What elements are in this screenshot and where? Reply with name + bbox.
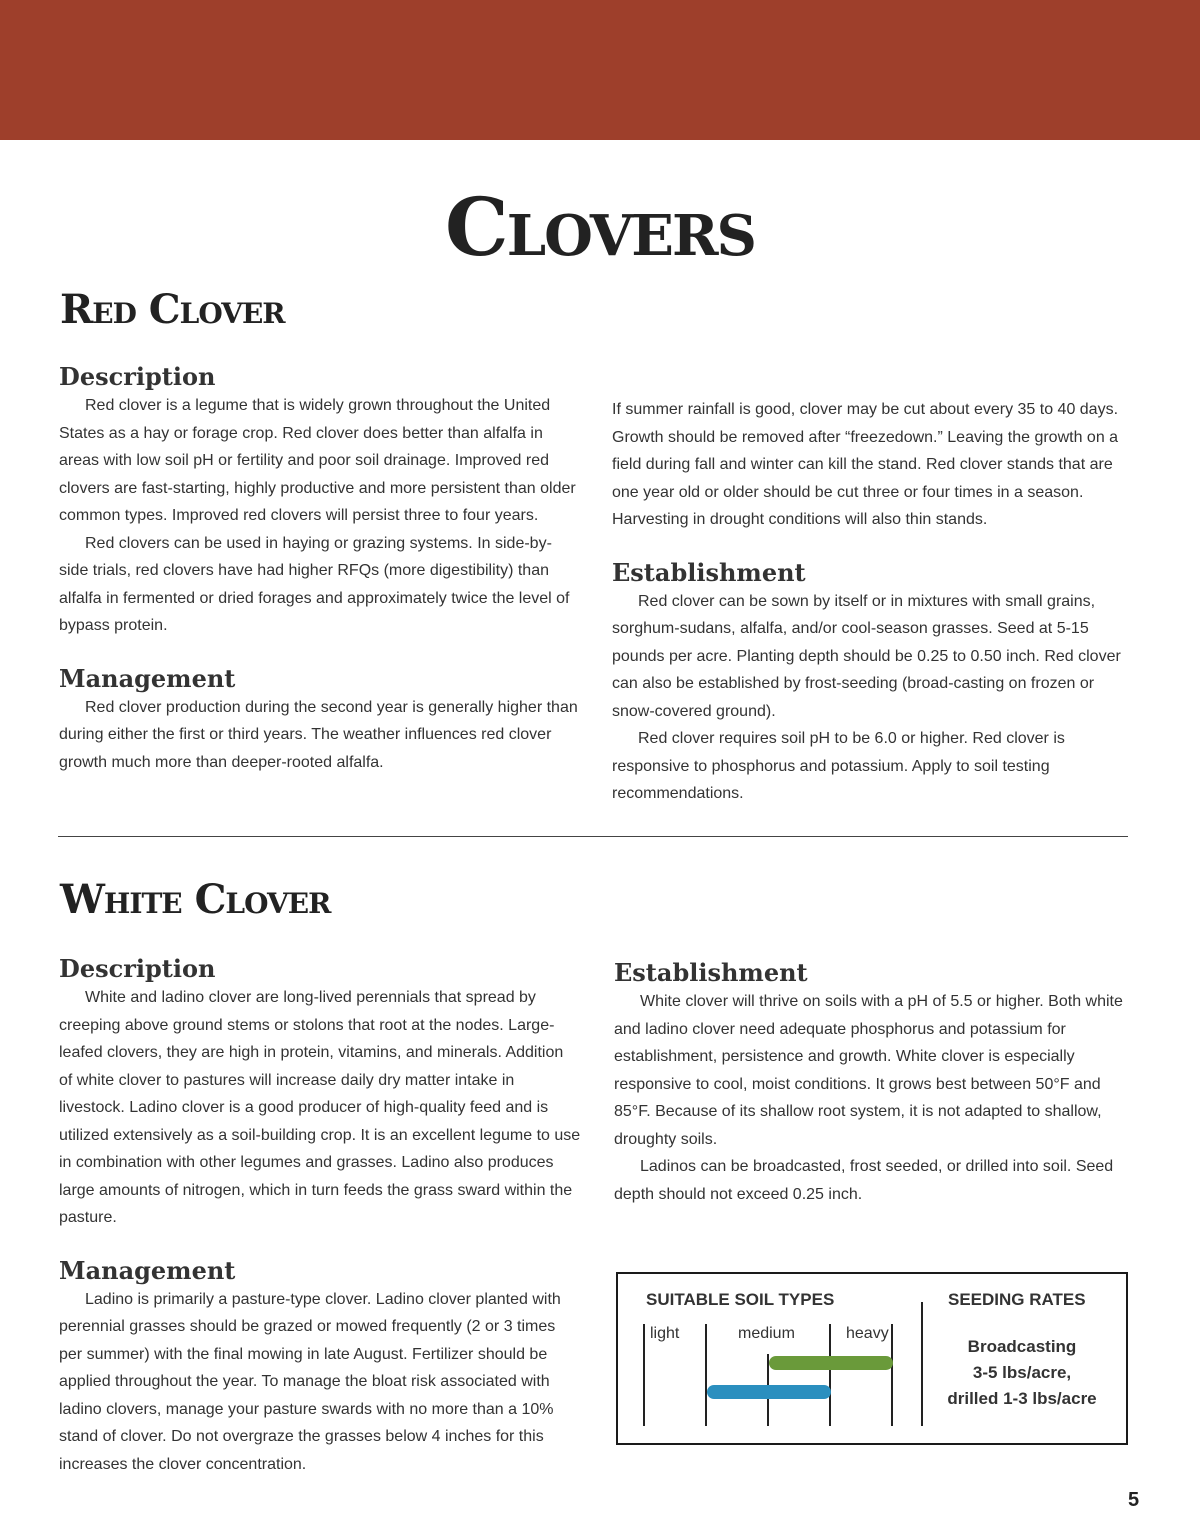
- soil-label-heavy: heavy: [846, 1325, 889, 1342]
- white-clover-right-column: [614, 958, 1136, 1208]
- section-divider: [58, 836, 1128, 837]
- red-establishment-p1: Red clover can be sown by itself or in mixtures with small grains, sorghum-sudans, alfalfa, and/or cool-season grasses. Seed at 5-15 pounds per acre. Planting depth should be 0.25 to 0.50 inch. Red clover can also be established by frost-seeding (broad-casting on frozen or snow-covered ground).: [612, 592, 1121, 720]
- soil-seeding-chart: [616, 1272, 1128, 1445]
- soil-label-light: light: [650, 1325, 680, 1342]
- soil-label-medium: medium: [738, 1325, 795, 1342]
- rates-line-3: drilled 1-3 lbs/acre: [947, 1389, 1097, 1408]
- red-description-heading: Description: [59, 362, 216, 391]
- red-establishment-heading: Establishment: [612, 557, 806, 587]
- red-clover-title: Red Clover: [60, 286, 285, 333]
- rates-line-2: 3-5 lbs/acre,: [972, 1363, 1072, 1382]
- white-clover-title: White Clover: [60, 876, 331, 923]
- white-establishment-p1: White clover will thrive on soils with a pH of 5.5 or higher. Both white and ladino clover need adequate phosphorus and potassium for establishment, persistence and growth. White clover is especially responsive to cool, moist conditions. It grows best between 50°F and 85°F. Because of its shallow root system, it is not adapted to shallow, droughty soils.: [614, 993, 1123, 1148]
- scale-tick: [829, 1324, 831, 1426]
- page-number: 5: [1128, 1489, 1140, 1511]
- red-clover-left-column: [59, 362, 581, 776]
- seeding-rates-heading: SEEDING RATES: [948, 1290, 1086, 1309]
- red-establishment-p2: Red clover requires soil pH to be 6.0 or higher. Red clover is responsive to phosphorus and potassium. Apply to soil testing recommendations.: [612, 730, 1065, 802]
- red-management-heading: Management: [59, 663, 236, 693]
- heavy-soil-bar: [769, 1356, 893, 1370]
- white-management-p1: Ladino is primarily a pasture-type clover. Ladino clover planted with perennial grasses should be grazed or mowed frequently (2 or 3 times per summer) with the final mowing in late August. Fertilizer should be applied throughout the year. To manage the bloat risk associated with ladino clovers, manage your pasture swards with no more than a 10% stand of clover. Do not overgraze the grasses below 4 inches for this increases the clover concentration.: [59, 1290, 561, 1473]
- medium-light-soil-bar: [707, 1385, 831, 1399]
- red-management-p1: Red clover production during the second year is generally higher than during either the first or third years. The weather influences red clover growth much more than deeper-rooted alfalfa.: [59, 698, 578, 771]
- white-description-heading: Description: [59, 954, 216, 983]
- white-description-p1: White and ladino clover are long-lived perennials that spread by creeping above ground stems or stolons that root at the nodes. Large-leafed clovers, they are high in protein, vitamins, and minerals. Addition of white clover to pastures will increase daily dry matter intake in livestock. Ladino clover is a good producer of high-quality feed and is utilized extensively as a soil-building crop. It is an excellent legume to use in combination with other legumes and grasses. Ladino also produces large amounts of nitrogen, which in turn feeds the grass sward within the pasture.: [59, 989, 581, 1226]
- chart-divider: [921, 1302, 923, 1426]
- scale-tick: [643, 1324, 645, 1426]
- scale-tick: [891, 1324, 893, 1426]
- soil-types-heading: SUITABLE SOIL TYPES: [646, 1290, 835, 1309]
- header-bar: [0, 0, 1200, 140]
- red-description-p2: Red clovers can be used in haying or grazing systems. In side-by-side trials, red clovers have had higher RFQs (more digestibility) than alfalfa in fermented or dried forages and approximately twice the level of bypass protein.: [59, 534, 570, 634]
- white-management-heading: Management: [59, 1255, 236, 1285]
- seeding-rates-text: [936, 1334, 1108, 1412]
- white-clover-left-column: [59, 954, 581, 1478]
- scale-tick: [705, 1324, 707, 1426]
- page-title: Clovers: [445, 180, 755, 274]
- red-clover-right-column: [612, 396, 1134, 808]
- red-management-p2: If summer rainfall is good, clover may be cut about every 35 to 40 days. Growth should be removed after “freezedown.” Leaving the growth on a field during fall and winter can kill the stand. Red clover stands that are one year old or older should be cut three or four times in a season. Harvesting in drought conditions will also thin stands.: [612, 401, 1119, 528]
- red-description-p1: Red clover is a legume that is widely grown throughout the United States as a hay or forage crop. Red clover does better than alfalfa in areas with low soil pH or fertility and poor soil drainage. Improved red clovers are fast-starting, highly productive and more persistent than older common types. Improved red clovers will persist three to four years.: [59, 397, 576, 524]
- white-establishment-p2: Ladinos can be broadcasted, frost seeded, or drilled into soil. Seed depth should not exceed 0.25 inch.: [614, 1158, 1114, 1203]
- white-establishment-heading: Establishment: [614, 958, 808, 987]
- rates-line-1: Broadcasting: [967, 1337, 1077, 1356]
